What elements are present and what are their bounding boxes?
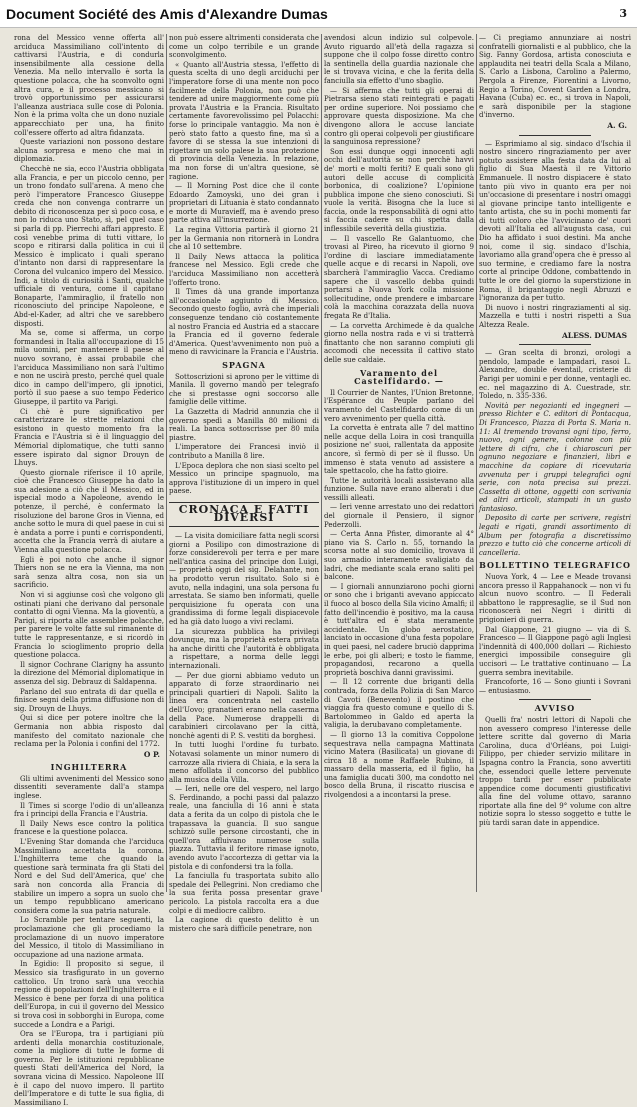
article-signature: O P. <box>143 749 160 759</box>
article-paragraph: Il Times si scorge l'odio di un'alleanza fra i principi della Francia e l'Austria. <box>14 801 164 819</box>
article-paragraph: — Il giorno 13 la comitiva Coppolone sequestrava nella campagna Mattinata vicino Matera (Basilicata) un giovane di circa 18 a nome Raffaele Rubino, il massaro della masseria, ed il figlio, ha una famiglia ducati 300, ma condotto nel bosco della Bruna, il riscatto riuscisa e rivolgendosi a a incontarsi la prese. <box>324 730 474 800</box>
article-paragraph: Sottoscrizioni si aprono per le vittime di Manila. Il governo mandò per telegrafo che si prestasse ogni soccorso alle famiglie delle vittime. <box>169 372 319 407</box>
article-paragraph: Questo giornale riferisce il 10 aprile, cioè che Francesco Giuseppe ha dato la sua adesione a ciò che il Messico, ed in ispecial modo a Napoleone, avendo le potenze, il perché, è confermato la risoluzione del barone Gros in Vienna, ed anche sotto le mura di quel paese in cui si è andata a porre i punti e corrispondenti, accetta che la Francia verrà di aiutare a Vienna alla questione polacca. <box>14 468 164 555</box>
article-paragraph: Non vi si aggiunse così che volgono gli ostinati piani che derivano dal personale contatto di ogni Vienna. Ma la gioventù, a Parigi, si riporta alle assemblee polacche, per parere le volte fatte sul rimanente di tutte le rappresentanze, e si ricordò in Francia lo scioglimento proprio della questione polacca. <box>14 591 164 660</box>
article-paragraph: Checchè ne sia, ecco l'Austria obbligata alla Francia, e per un piccolo cenno, per un trono fondato sull'arena. A meno che però l'imperatore Francesco Giuseppe creda che non convenga contrarre un debito di riconoscenza per sì poco cosa, e non lo riduca uno Stato, sì, pel quel caso si parla di pp. Pierrechi affari appresto. E così venebbe prima di tutti vittare, lo scopo e ritirarsi dalla politica in cui il Messico è implicato i quali sperano d'intanto non darsi di rappresentare la Corona del vulcanico impero del Messico. Indi, a titolo di curiosità i Santi, qualche ufficiale di ventura, come il capitano Bonaparte, l'ammiraglio, il fratello non riconosciuto del principe Napoleone, e Abd-el-Kader, ad altri che ve sarebbero disposti. <box>14 164 164 328</box>
article-paragraph: — La corvetta Archimede è da qualche giorno nella nostra rada e vi si tratterrà finattanto che non saranno compiuti gli accomodi che necessita il cattivo stato delle sue caldaie. <box>324 321 474 364</box>
article-paragraph: Ma se, come si afferma, un corpo formandesi in Italia all'occupazione di 15 mila uomini, per mantenere il paese al nuovo sovrano, è assai probabile che l'arciduca Massimiliano non sarà l'ultimo e non ne uscirà presto, perché quel quale dico in campo dell'impero, gli ipnotici, portò il suo paese a suo tempo Federico Giuseppe, il partito va Parigi. <box>14 329 164 406</box>
article-paragraph: Ci chè è pure significativo per caratterizzare le strette relazioni che esistono in questo momento fra la Francia e l'Austria si è il linguaggio del Mémorial diplomatique, che tutti sanno essere ispirato dal signor Drouyn de Lhuys. <box>14 407 164 468</box>
article-paragraph: — Si afferma che tutti gli operai di Pietrarsa sieno stati reintegrati e pagati per ordine superiore. Noi possiamo che approvare questa disposizione. Ma che divengono allora le accuse lanciate contro gli operai colpevoli per giustificare la sanguinosa repressione? <box>324 86 474 147</box>
section-heading-major: CRONACA E FATTI DIVERSI <box>169 502 319 527</box>
article-paragraph: — Gran scelta di bronzi, orologi a pendolo, lampade e lampadari, rasoi L. Alexandre, double éventail, cristerie di Parigi per uomini e per donne, ventagli ec. ec. nel magazzino di A. Cuestrade, str. Toledo, n. 335-336. <box>479 349 631 401</box>
article-signature: ALESS. DUMAS <box>561 330 627 340</box>
article-paragraph: rona del Messico venne offerta all' arciduca Massimiliano coll'intento di cattivarsi l'Austria, e di condurla insensibilmente alla cessione della Venezia. Ma nello intervallo è sorta la questione polacca, che ha sconvolto ogni altra cura, e il processo messicano si trovò opportunissimo per assicurarsi l'alleanza austriaca sulle cose di Polonia. Non è la prima volta che un dono nuziale apparecchiato per una, ha finito coll'essere offerto ad altra fidanzata. <box>14 34 164 137</box>
column-divider <box>166 34 167 892</box>
article-paragraph: Nuova York, 4 — Lee e Meade trovansi ancora presso il Rappahanock — non vi fu alcun nuovo scontro. — Il Federali abbattono le rappresaglie, se il Sud non riconoscerà nei Negri i diritti di prigionieri di guerra. <box>479 573 631 624</box>
newspaper-page <box>14 34 631 1107</box>
article-paragraph: Lo Scramble per tentare seguenti, la proclamazione che gli procediamo la proclamazione di un nuovo imperatore del Messico, il titolo di Massimiliano in occupazione ad una nazione armata. <box>14 916 164 959</box>
article-paragraph: Ora se l'Europa, tra i partigiani più ardenti della monarchia costituzionale, come la migliore di tutte le forme di governo. Per le istituzioni repubblicane questi Stati dell'America del Nord, la sovrana vicina di Messico. Napoleone III è il capo del nuovo impero. Il partito dell'Imperatore e di tutte le sua figlia, di Massimiliano I. <box>14 1030 164 1107</box>
section-heading: BOLLETTINO TELEGRAFICO <box>479 560 631 571</box>
article-paragraph: Deposito di carte per scrivere, registri legati e rigati, grandi assortimento di Album per fotografia a discretissimo prezzo e tutto ciò che concerne articoli di cancelleria. <box>479 514 631 557</box>
article-paragraph: avendosi alcun indizio sul colpevole. Avuto riguardo all'età della ragazza si suppone che il colpo fosse diretto contro la sentinella della guardia nazionale che le si trovava vicina, e che la ferita della fanciulla sia effetto d'uno sbaglio. <box>324 34 474 85</box>
article-paragraph: — Il vascello Re Galantuomo, che trovasi al Pireo, ha ricevuto il giorno 9 l'ordine di lasciare immediatamente quelle acque e di recarsi in Napoli, ove sbarcherà l'ammiraglio Vacca. Crediamo sapere che il vascello debba quindi portarsi a Nuova York colla missione sollecitudine, onde prendere e imbarcare colà la macchina corazzata della nuova fregata Re d'Italia. <box>324 234 474 320</box>
article-paragraph: — Il Morning Post dice che il conte Edoardo Zamoyski, uno dei gran i proprietari di Lituania è stato condannato e morte di Muravieff, ma è avendo preso parte attiva all'insurrezione. <box>169 182 319 225</box>
article-paragraph: Il Daily News attacca la politica francese nel Messico. Egli crede che l'arciduca Massimiliano non accetterà l'offerto trono. <box>169 252 319 287</box>
article-paragraph: Egli è poi noto che anche il signor Thiers non se ne era la Vienna, ma non sarà senza altra cosa, non sia un sacrificio. <box>14 555 164 590</box>
article-paragraph: Francoforte, 16 — Sono giunti i Sovrani — entusiasmo. <box>479 678 631 695</box>
article-paragraph: L'imperatore dei Francesi inviò il contributo a Manilla 8 lire. <box>169 443 319 460</box>
article-paragraph: non può essere altrimenti considerata che come un colpo terribile e un grande sconvolgimento. <box>169 34 319 60</box>
article-paragraph: L'Evening Star domanda che l'arciduca Massimiliano accettata la corona. L'Inghilterra teme che quando la questione sarà terminata fra gli Stati del Nord e del Sud dell'America, que' che sarà non concorda alla Francia di stabilire un impero a sopra un suolo che un tempo repubblicano americano considera come la sua patria naturale. <box>14 838 164 915</box>
article-paragraph: In tutti luoghi l'ordine fu turbato. Notavasi solamente un minor numero di carrozze alla riviera di Chiaia, e la sera la meno affollata il concorso del pubblico alla musica della Villa. <box>169 741 319 784</box>
article-paragraph: — Esprimiamo al sig. sindaco d'Ischia il nostro sincero ringraziamento per aver potuto assistere alla festa data da lui al figlio di Sua Maestà il re Vittorio Emmanuele. Il nostro dispiacere è stato tanto più vivo in quanto era per noi un'occasione di presentare i nostri omaggi al giovane principe tanto intelligente e tanto artista, che su in pochi momenti far di tutti coloro che l'avvicinano de' cuori devoti all'Italia ed all'augusta casa, cui Dio ha affidato i suoi destini. Ma anche noi, come il sig. sindaco d'Ischia, lavoriamo alla grand'opera che è presso al suo termine, e crediamo fare la nostra corte al principe Oddone, combattendo in tutte le ore del giorno la superstizione in Roma, il brigantaggio negli Abruzzi e l'ignoranza da per tutto. <box>479 139 631 303</box>
article-paragraph: — I giornali annunziarono pochi giorni or sono che i briganti avevano appiccato il fuoco al bosco della Sila vicino Amalfi; il fatto dell'incendio è positivo, ma la causa è tutt'altra ed è stata meramente accidentale. Un globo aerostatico, lanciato in occasione d'una festa popolare in quei paesi, nel cadere bruciò dapprima le erbe, poi gli alberi; e tosto le fiamme, propagandosi, recarono a quella proprietà boschiva danni gravissimi. <box>324 582 474 677</box>
article-paragraph: Parlano del suo entrata di dar quella e finisce segni della prima diffusione non di sig. Drouyn de Lhuys. <box>14 687 164 713</box>
article-paragraph: Gli ultimi avvenimenti del Messico sono dissentiti severamente dall'a stampa inglese. <box>14 774 164 801</box>
article-signature: A. G. <box>607 120 627 130</box>
article-paragraph: In Egidio: Il proposito si segue, il Messico sia trasfigurato in un governo cattolico. Un trono sarà una vecchia regione di popolazioni dell'Inghilterra e il Messico è bene per forza di una politica dell'Europa, in cui il governo del Messico si trova così in sobborghi in Europa, come succede a Londra e a Parigi. <box>14 960 164 1029</box>
section-heading: Varamento del Castelfidardo. — <box>354 367 444 387</box>
column-divider <box>321 34 322 892</box>
section-heading: AVVISO <box>534 703 576 714</box>
document-header <box>0 0 637 28</box>
article-paragraph: Dal Giappone, 21 giugno — via di S. Francesco — Il Giappone pagò agli Inglesi l'indennità di 400,000 dollari — Richiesto energici impossibile conseguire gli uccisori — Le trattative continuano — La guerra sembra inevitabile. <box>479 625 631 677</box>
article-paragraph: — Certa Anna Pfister, dimorante al 4° piano via S. Carlo n. 55, tornando la scorsa notte al suo domicilio, trovava il suo armadio interamente svaligiato da ladri, che mediante scala erano saliti pel balcone. <box>324 530 474 582</box>
article-paragraph: Son essi dunque oggi innocenti agli occhi dell'autorità se non perchè havvi de' morti e molti feriti? E quali sono gli autori delle accuse di complicità borbonica, di coalizione? L'opinione pubblica impone che sieno conosciuti. Si vuole la verità. Bisogna che la luce si faccia, onde la responsabilità di ogni atto si faccia cadere su chi spetta dalla inflessibile severità della giustizia. <box>324 147 474 234</box>
article-paragraph: — La visita domiciliare fatta negli scorsi giorni a Posilipo con dimostrazione di forze considerevoli per terra e per mare nell'antica casina del principe don Luigi, — proprietà oggi del sig. Delahante, non ha prodotto verun risultato. Solo si è avuto, nella indagini, una sola persona fu arrestata. Se siamo ben informati, quelle perquisizione fu operata con una grandissima di forme legali dispiacevole ed ha già dato luogo a vivi reclami. <box>169 532 319 626</box>
separator-line <box>519 344 591 345</box>
article-paragraph: — Ieri, nelle ore del vespero, nel largo S. Ferdinando, a pochi passi dal palazzo reale, una fanciulla di 16 anni è stata data a ferita da un colpo di pistola che le trapassava la guancia. Il suo sangue schizzò sulle persone circostanti, che in quell'ora affluivano numerose sulla piazza. Tuttavia il feritore rimase ignoto, avendo avuto l'accortezza di gettar via la pistola e di confondersi tra la folla. <box>169 785 319 871</box>
section-heading: SPAGNA <box>222 359 266 370</box>
article-paragraph: La regina Vittoria partirà il giorno 21 per la Germania non ritornerà in Londra che al 10 settembre. <box>169 226 319 252</box>
article-paragraph: Il Daily News esce contro la politica francese e la questione polacca. <box>14 819 164 837</box>
page-number: 3 <box>619 7 627 20</box>
column-3 <box>324 34 474 892</box>
article-paragraph: La fanciulla fu trasportata subito allo spedale dei Pellegrini. Non crediamo che la sua ferita possa presentar grave pericolo. La pistola raccolta era a due colpi e di mediocre calibro. <box>169 872 319 915</box>
article-paragraph: — Ci pregiamo annunziare ai nostri confratelli giornalisti e al pubblico, che la Sig. Fanny Gordosa, artista conosciuta e applaudita nei teatri della Scala a Milano, S. Carlo a Lisbona, Carolino a Palermo, Pergola a Firenze, Fiorentini a Livorno, Regio a Torino, Covent Garden a Londra, Havana (Cuba) ec. ec., si trova in Napoli, e sarà disponibile per la stagione d'inverno. <box>479 34 631 120</box>
separator-line <box>519 699 591 700</box>
article-paragraph: Il Times dà una grande importanza all'occasionale aggiunto di Messico. Secondo questo foglio, avrà che imperiali conseguenze tendano ciò costantemente al nostro Francia ed Austria ed a staccare la Francia ed il governo federale d'America. Quest'avvenimento non può a meno di ravvicinare la Francia e l'Austria. <box>169 288 319 357</box>
article-paragraph: Queste variazioni non possono destare alcuna sorpresa e meno che mai in diplomazia. <box>14 138 164 164</box>
document-title: Document Société des Amis d'Alexandre Dumas <box>6 5 328 22</box>
column-2 <box>169 34 319 933</box>
article-paragraph: La corvetta è entrata alle 7 del mattino nelle acque della Loira in così tranquilla posizione ne' suoi, rallentata da apposite ancore, sì fermò di per sè il flusso. Un immenso è stata venuto ad assistere a tale spettacolo, che ha fatto gioire. <box>324 424 474 476</box>
column-divider <box>476 34 477 892</box>
article-paragraph: — Per due giorni abbiamo veduto un apparato di forze straordinario nei principali quartieri di Napoli. Salito la linea era concentrata nel castello dell'Uovo; granatieri erano nella caserma della Pace. Numerose drappelli di carabinieri circolavano per la città, nonchè agenti di P. S. vestiti da borghesi. <box>169 671 319 740</box>
article-paragraph: La sicurezza pubblica ha privilegi dovunque, ma la proprietà estera privata ha anche diritti che l'autorità è obbligata a rispettare, a norma delle leggi internazionali. <box>169 627 319 670</box>
article-paragraph: — Ieri venne arrestato uno dei redattori del giornale il Pensiero, il signor Pederzolli. <box>324 503 474 529</box>
article-paragraph: Il signor Cochrane Clarigny ha assunto la direzione del Mémorial diplomatique in assenza del sig. Debrauz di Saldapenna. <box>14 660 164 686</box>
article-paragraph: L'Epoca deplora che non siasi scelto pel Messico un principe spagnuolo, ma approva l'istituzione di un impero in quel paese. <box>169 461 319 496</box>
section-heading: INGHILTERRA <box>50 762 128 773</box>
article-paragraph: « Quanto all'Austria stessa, l'effetto di questa scelta di uno degli arciduchi per l'imperatore forse di una mente non poco facilmente della Polonia, non può che tendere ad unire maggiormente come più provata l'Austria e la Francia. Risultato certamente favorevolissimo pel Polacchi: forse lo principale vantaggio. Ma non è però stato fatto a questo fine, ma sì a favore di se stessa la sue intenzioni di rigettare un solo palese la sua protezione di provincia della Venezia. In relazione, ma non forse di un'altra quesione, sè ragione. <box>169 60 319 181</box>
article-paragraph: La cagione di questo delitto è un mistero che sarà difficile penetrare, non <box>169 916 319 933</box>
article-paragraph: Novità per negozianti ed ingegneri — presso Richter e C. editori di Pontacqua, Di Francesco, Piazza di Porta S. Maria n. 11: Al tremendo trovansi ogni tipo, ferro, nuovo, ogni genere, colonne con più lettere di cifra, che i chiaroscuri per ognuno negoziare e finanzieri, libri e macchine da copiare di ricevutaria avvenuta per i gruppi telegrafici ogni serie, con nota precisa sui prezzi. Cassetta di ottone, oggetti con scrivania ed altri articoli, stampati in un gusto fantasioso. <box>479 401 631 513</box>
article-paragraph: Il Courrier de Nantes, l'Union Bretonne, l'Espérance du Peuple parlano del varamento del Castelfidardo come di un vero avvenimento per quella città. <box>324 388 474 423</box>
article-paragraph: Di nuovo i nostri ringraziamenti al sig. Mazzella e tutti i nostri rispetti a Sua Altezza Reale. <box>479 303 631 329</box>
article-paragraph: Quelli fra' nostri lettori di Napoli che non avessero compreso l'interesse delle lettere scritte dal governo di Maria Carolina, duca d'Orléans, poi Luigi-Filippo, per chieder servizio militare in Ispagna contro la Francia, sono avvertiti che, essendoci quelle lettere pervenute troppo tardi per esser pubblicate appendice come documenti giustificativi alla fine del volume ottavo, saranno riportate alla fine del 9° volume con altre notizie sopra lo stesso soggetto e tutte le più tardi saran date in appendice. <box>479 715 631 828</box>
article-paragraph: La Gazzetta di Madrid annunzia che il governo spedì a Manilla 80 milioni di reali. La banca sottoscrisse per 80 mila piastre. <box>169 407 319 442</box>
separator-line <box>519 135 591 136</box>
column-4 <box>479 34 631 892</box>
article-paragraph: Tutte le autorità locali assistevano alla funzione. Sulla nave erano alberati i due vessilli alleati. <box>324 476 474 502</box>
column-1 <box>14 34 164 1107</box>
article-paragraph: Qui si dice per potere inoltre che la Germania non abbia risposto dal manifesto del comitato nazionale che reclama per la Polonia i confini del 1772. <box>14 714 164 749</box>
article-paragraph: — Il 12 corrente due briganti della contrada, forza della Polizia di San Marco di Cavoti (Benevento) il postino che viaggia fra questo comune e quello di S. Bartolommeo in Galdo ed aperta la valigia, la derubavano completamente. <box>324 678 474 730</box>
